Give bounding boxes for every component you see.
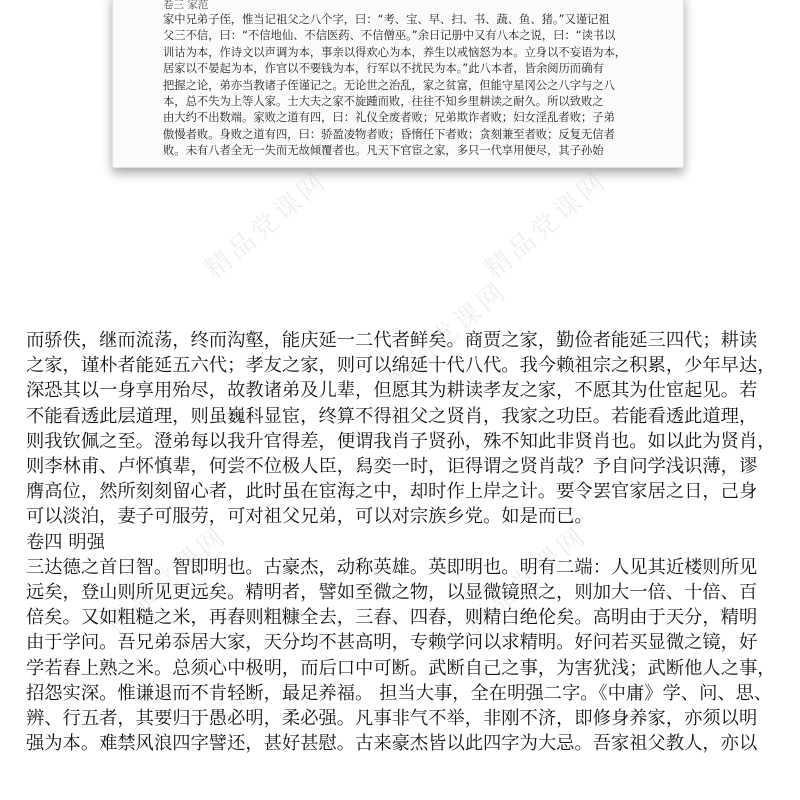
body-line: 三达德之首曰智。智即明也。古豪杰，动称英雄。英即明也。明有二端：人见其近楼则所见 <box>26 556 758 578</box>
watermark-text: 精品党课网 <box>199 165 334 286</box>
scanned-page-excerpt <box>112 0 684 168</box>
scanned-line: 败。未有八者全无一失而无故倾覆者也。凡天下官宦之家，多只一代享用便尽，其子孙始 <box>163 144 604 158</box>
section-heading: 卷四 明强 <box>26 531 105 553</box>
body-line: 则李林甫、卢怀慎辈，何尝不位极人臣，舄奕一时，讵得谓之贤肖哉？予自问学浅识薄，谬 <box>26 456 758 478</box>
body-line: 招怨实深。惟谦退而不肯轻断，最足养福。 担当大事，全在明强二字。《中庸》学、问、思、 <box>26 682 773 704</box>
watermark-text: 精品党课网 <box>479 165 614 286</box>
body-line: 深恐其以一身享用殆尽，故教诸弟及儿辈，但愿其为耕读孝友之家，不愿其为仕宦起见。若 <box>26 380 758 402</box>
body-line: 学若舂上熟之米。总须心中极明，而后口中可断。武断自己之事，为害犹浅；武断他人之事， <box>26 657 776 679</box>
body-line: 膺高位，然所刻刻留心者，此时虽在宦海之中，却时作上岸之计。要令罢官家居之日，己身 <box>26 481 758 503</box>
body-line: 远矣，登山则所见更远矣。精明者，譬如至微之物，以显微镜照之，则加大一倍、十倍、百 <box>26 582 758 604</box>
body-line: 而骄佚，继而流荡，终而沟壑，能庆延一二代者鲜矣。商贾之家，勤俭者能延三四代；耕读 <box>26 330 758 351</box>
body-line: 倍矣。又如粗糙之米，再舂则粗糠全去，三舂、四舂，则精白绝伦矣。高明由于天分，精明 <box>26 607 758 629</box>
scanned-line: 把握之论，弟亦当教诸子侄谨记之。无论世之治乱，家之贫富，但能守星冈公之八字与之八 <box>163 78 615 92</box>
document-body <box>26 328 786 756</box>
body-line: 则我钦佩之至。澄弟每以我升官得差，便谓我肖子贤孙，殊不知此非贤肖也。如以此为贤肖， <box>26 430 776 452</box>
scanned-line: 父三不信，曰：“不信地仙、不信医药、不信僧巫。”余日记册中又有八本之说，曰：“读书以 <box>163 29 616 43</box>
watermark-text: 精品党课网 <box>459 520 594 641</box>
scanned-line: 傲慢者败。身败之道有四，曰：骄盈凌物者败；昏惰任下者败；贪刻兼至者败；反复无信者 <box>163 127 615 141</box>
scanned-line: 家中兄弟子侄，惟当记祖父之八个字，曰：“考、宝、早、扫、书、蔬、鱼、猪。”又谨记祖 <box>163 13 610 26</box>
scanned-page-heading: 卷三 家范 <box>163 0 209 11</box>
watermark-text: 精品党课网 <box>99 520 234 641</box>
body-line: 由于学问。吾兄弟忝居大家，天分均不甚高明，专赖学问以求精明。好问若买显微之镜，好 <box>26 632 758 654</box>
scanned-line: 居家以不晏起为本，作官以不要钱为本，行军以不扰民为本。”此八本者，皆余阅历而确有 <box>163 62 604 76</box>
scanned-page-text <box>113 0 683 160</box>
scanned-line: 由大约不出数端。家败之道有四，曰：礼仪全废者败；兄弟欺诈者败；妇女淫乱者败；子弟 <box>163 111 615 125</box>
body-line: 辨、行五者，其要归于愚必明，柔必强。凡事非气不举，非刚不济，即修身养家，亦须以明 <box>26 708 758 730</box>
body-line: 之家，谨朴者能延五六代；孝友之家，则可以绵延十代八代。我今赖祖宗之积累，少年早达， <box>26 355 776 377</box>
body-line: 可以淡泊，妻子可服劳，可对祖父兄弟，可以对宗族乡党。如是而已。 <box>26 506 593 528</box>
body-line: 不能看透此层道理，则虽巍科显宦，终算不得祖父之贤肖，我家之功臣。若能看透此道理， <box>26 405 758 427</box>
watermark-text: 精品党课网 <box>379 275 514 396</box>
scanned-line: 本，总不失为上等人家。士大夫之家不旋踵而败，往往不知乡里耕读之耐久。所以致败之 <box>163 95 604 109</box>
scanned-line: 训诂为本，作诗文以声调为本，事亲以得欢心为本，养生以戒恼怒为本。立身以不妄语为本， <box>163 45 627 59</box>
body-line: 强为本。难禁风浪四字譬还，甚好甚慰。古来豪杰皆以此四字为大忌。吾家祖父教人，亦以 <box>26 733 758 755</box>
